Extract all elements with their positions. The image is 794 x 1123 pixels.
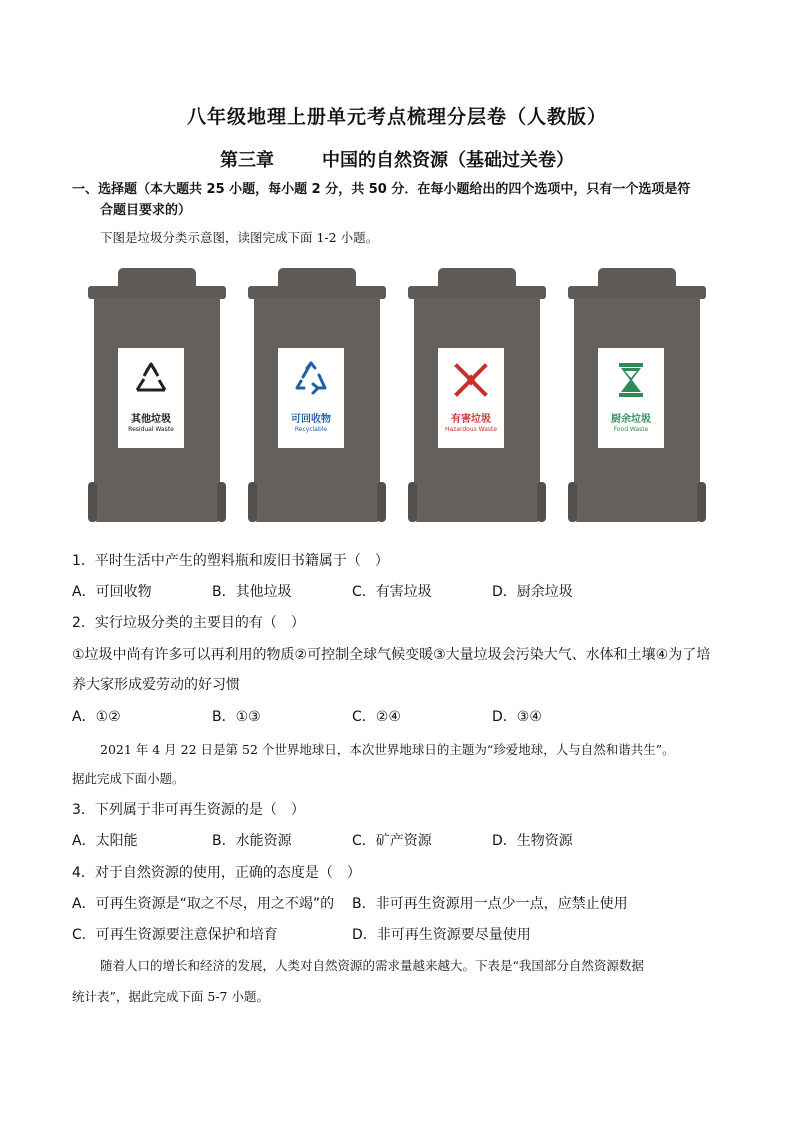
q1-option-a[interactable]: A．可回收物 xyxy=(72,584,152,600)
hourglass-icon xyxy=(611,360,651,400)
q2-option-b[interactable]: B．①③ xyxy=(212,709,261,725)
earth-day-intro-line2: 据此完成下面小题。 xyxy=(72,771,185,786)
recycle-outline-icon xyxy=(131,360,171,400)
q4-option-d[interactable]: D．非可再生资源要尽量使用 xyxy=(352,927,531,943)
bin-label-zh: 可回收物 xyxy=(291,414,331,425)
bin-label-en: Recyclable xyxy=(294,426,328,433)
recycle-icon xyxy=(291,360,331,400)
bin-label-zh: 其他垃圾 xyxy=(131,414,171,425)
q3-option-d[interactable]: D．生物资源 xyxy=(492,833,573,849)
bin-label xyxy=(438,348,504,448)
q3-option-a[interactable]: A．太阳能 xyxy=(72,833,138,849)
bin-food xyxy=(568,268,706,530)
chapter-subtitle xyxy=(0,146,794,172)
earth-day-intro-line1: 2021 年 4 月 22 日是第 52 个世界地球日，本次世界地球日的主题为“珍爱地球，人与自然和谐共生”。 xyxy=(100,742,675,757)
wheel xyxy=(88,482,97,522)
q3-option-c[interactable]: C．矿产资源 xyxy=(352,833,432,849)
q4-option-a[interactable]: A．可再生资源是“取之不尽，用之不竭”的 xyxy=(72,896,335,912)
section-heading-line2: 合题目要求的） xyxy=(100,203,192,218)
question-3: 3．下列属于非可再生资源的是（ ） xyxy=(72,802,305,818)
bin-label xyxy=(118,348,184,448)
wheel xyxy=(408,482,417,522)
question-2: 2．实行垃圾分类的主要目的有（ ） xyxy=(72,615,305,631)
q4-option-c[interactable]: C．可再生资源要注意保护和培育 xyxy=(72,927,278,943)
section-heading-line1: 一、选择题（本大题共 25 小题，每小题 2 分，共 50 分．在每小题给出的四个选项中，只有一个选项是符 xyxy=(72,182,691,197)
wheel xyxy=(568,482,577,522)
bin-label-zh: 厨余垃圾 xyxy=(611,414,651,425)
bin-label-zh: 有害垃圾 xyxy=(451,414,491,425)
page-title: 八年级地理上册单元考点梳理分层卷（人教版） xyxy=(186,106,607,128)
figure-intro: 下图是垃圾分类示意图，读图完成下面 1-2 小题。 xyxy=(100,230,379,245)
hazard-cross-icon xyxy=(451,360,491,400)
q3-option-b[interactable]: B．水能资源 xyxy=(212,833,292,849)
wheel xyxy=(697,482,706,522)
bin-recyclable xyxy=(248,268,386,530)
question-1: 1．平时生活中产生的塑料瓶和废旧书籍属于（ ） xyxy=(72,553,389,569)
section-heading xyxy=(72,179,727,221)
chapter-title: 中国的自然资源（基础过关卷） xyxy=(322,150,574,171)
q2-statements-line1: ①垃圾中尚有许多可以再利用的物质②可控制全球气候变暖③大量垃圾会污染大气、水体和土壤④为了培 xyxy=(72,647,711,663)
q4-option-b[interactable]: B．非可再生资源用一点少一点，应禁止使用 xyxy=(352,896,628,912)
chapter-number: 第三章 xyxy=(220,150,274,171)
bin-residual xyxy=(88,268,226,530)
question-4: 4．对于自然资源的使用，正确的态度是（ ） xyxy=(72,865,361,881)
wheel xyxy=(248,482,257,522)
wheel xyxy=(377,482,386,522)
resources-intro-line2: 统计表”，据此完成下面 5-7 小题。 xyxy=(72,989,269,1004)
q2-option-c[interactable]: C．②④ xyxy=(352,709,401,725)
bin-label xyxy=(278,348,344,448)
q1-option-d[interactable]: D．厨余垃圾 xyxy=(492,584,573,600)
garbage-bins-figure xyxy=(88,268,710,530)
bin-hazardous xyxy=(408,268,546,530)
bin-label-en: Residual Waste xyxy=(128,426,174,433)
bin-label xyxy=(598,348,664,448)
wheel xyxy=(217,482,226,522)
q2-option-a[interactable]: A．①② xyxy=(72,709,121,725)
resources-intro-line1: 随着人口的增长和经济的发展，人类对自然资源的需求量越来越大。下表是“我国部分自然资源数据 xyxy=(100,958,644,973)
q2-statements-line2: 养大家形成爱劳动的好习惯 xyxy=(72,677,240,693)
wheel xyxy=(537,482,546,522)
q2-option-d[interactable]: D．③④ xyxy=(492,709,542,725)
q1-option-c[interactable]: C．有害垃圾 xyxy=(352,584,432,600)
q1-option-b[interactable]: B．其他垃圾 xyxy=(212,584,292,600)
bin-label-en: Hazardous Waste xyxy=(444,426,498,433)
bin-label-en: Food Waste xyxy=(613,426,649,433)
